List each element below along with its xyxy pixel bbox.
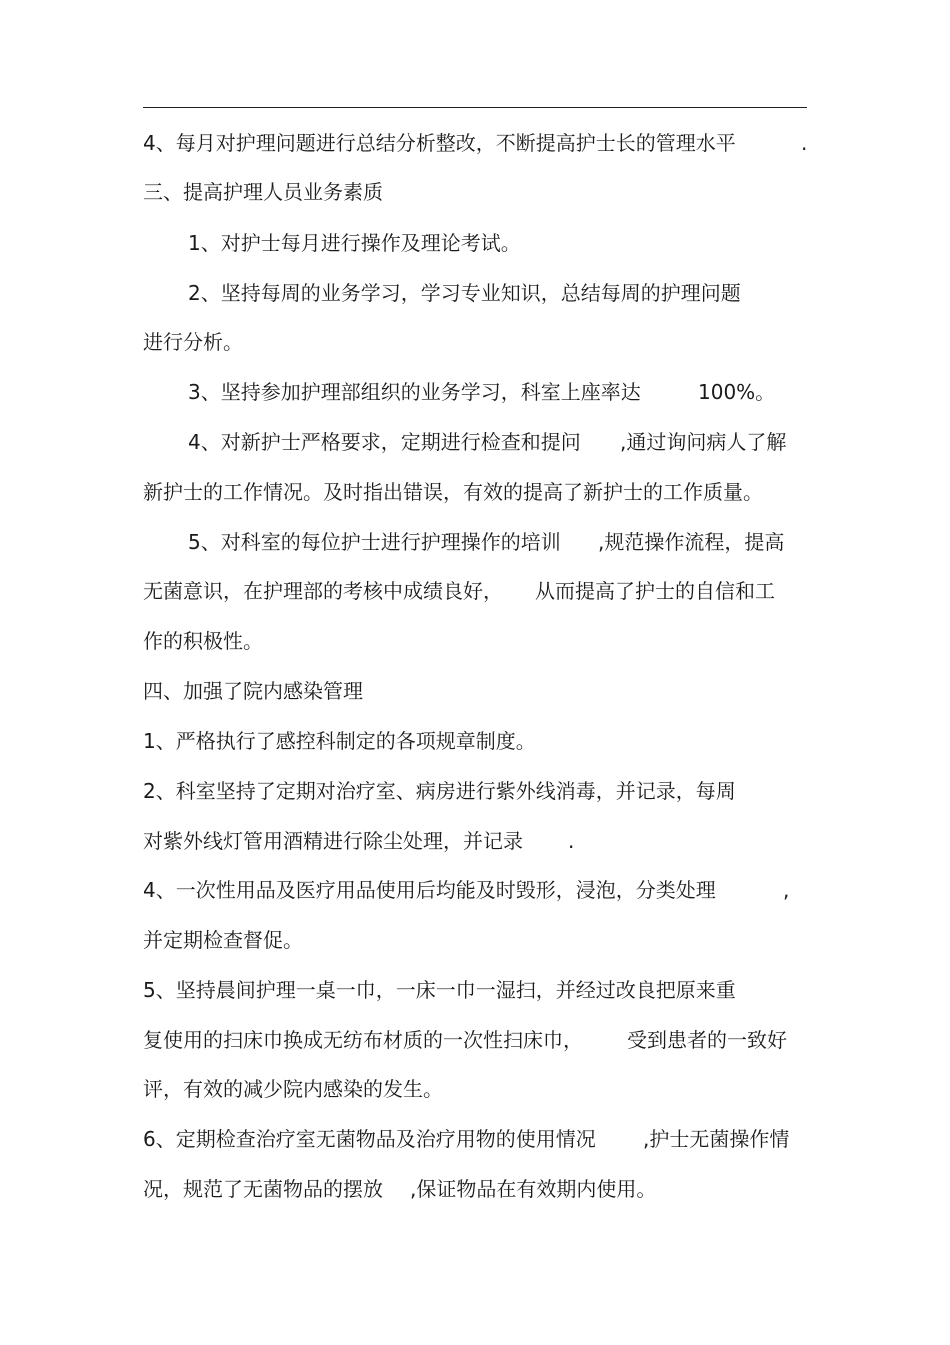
section-heading-3: 三、提高护理人员业务素质 [143, 180, 383, 204]
text-line-6: 3、坚持参加护理部组织的业务学习，科室上座率达 [188, 380, 641, 404]
text-line-22-tail: ,保证物品在有效期内使用。 [410, 1177, 657, 1201]
text-line-19: 复使用的扫床巾换成无纺布材质的一次性扫床巾， [143, 1028, 583, 1052]
text-line-9: 5、对科室的每位护士进行护理操作的培训 [188, 530, 561, 554]
text-line-16: 4、一次性用品及医疗用品使用后均能及时毁形，浸泡，分类处理 [143, 878, 716, 902]
text-line-5: 进行分析。 [143, 330, 243, 354]
text-line-9-tail: ,规范操作流程，提高 [598, 530, 785, 554]
text-line-1: 4、每月对护理问题进行总结分析整改，不断提高护士长的管理水平 [143, 131, 736, 155]
text-line-21-tail: ,护士无菌操作情 [643, 1127, 790, 1151]
text-line-13: 1、严格执行了感控科制定的各项规章制度。 [143, 729, 536, 753]
text-line-7: 4、对新护士严格要求，定期进行检查和提问 [188, 430, 581, 454]
text-line-4: 2、坚持每周的业务学习，学习专业知识，总结每周的护理问题 [188, 281, 741, 305]
text-line-20: 评，有效的减少院内感染的发生。 [143, 1077, 443, 1101]
text-line-6-tail: 100%。 [698, 380, 776, 404]
text-line-19-tail: 受到患者的一致好 [627, 1028, 787, 1052]
text-line-14: 2、科室坚持了定期对治疗室、病房进行紫外线消毒，并记录，每周 [143, 779, 736, 803]
text-line-10-tail: 从而提高了护士的自信和工 [535, 579, 775, 603]
text-line-7-tail: ,通过询问病人了解 [620, 430, 787, 454]
text-line-11: 作的积极性。 [143, 629, 263, 653]
text-line-21: 6、定期检查治疗室无菌物品及治疗用物的使用情况 [143, 1127, 596, 1151]
header-rule [143, 107, 807, 108]
text-line-15-tail: . [568, 829, 575, 853]
text-line-18: 5、坚持晨间护理一桌一巾，一床一巾一湿扫，并经过改良把原来重 [143, 978, 736, 1002]
text-line-17: 并定期检查督促。 [143, 928, 303, 952]
text-line-16-tail: , [783, 878, 790, 902]
text-line-15: 对紫外线灯管用酒精进行除尘处理，并记录 [143, 829, 523, 853]
text-line-22: 况，规范了无菌物品的摆放 [143, 1177, 383, 1201]
section-heading-4: 四、加强了院内感染管理 [143, 679, 363, 703]
text-line-3: 1、对护士每月进行操作及理论考试。 [188, 231, 521, 255]
text-line-10: 无菌意识，在护理部的考核中成绩良好， [143, 579, 503, 603]
text-line-1-tail: . [801, 131, 808, 155]
text-line-8: 新护士的工作情况。及时指出错误，有效的提高了新护士的工作质量。 [143, 480, 763, 504]
